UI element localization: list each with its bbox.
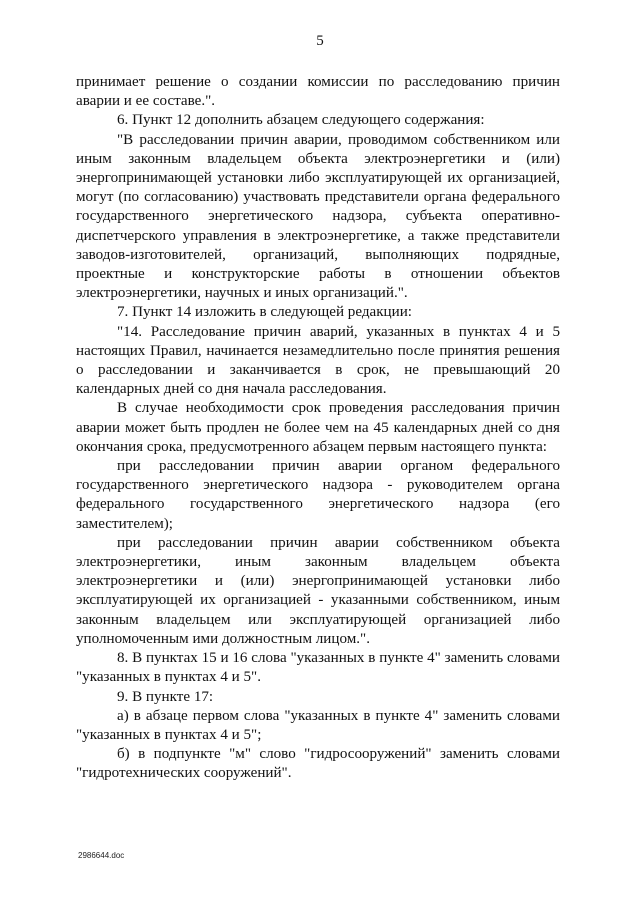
paragraph: "14. Расследование причин аварий, указанных в пунктах 4 и 5 настоящих Правил, начинается незамедлительно после принятия решения о расследовании и заканчивается в срок, не превышающий 20 календарных дней со дня начала расследования.	[76, 323, 560, 398]
paragraph: 8. В пунктах 15 и 16 слова "указанных в пункте 4" заменить словами "указанных в пунктах 4 и 5".	[76, 650, 560, 686]
paragraph: 9. В пункте 17:	[117, 688, 214, 705]
paragraph: 7. Пункт 14 изложить в следующей редакции:	[117, 304, 412, 321]
file-name-footer: 2986644.doc	[78, 851, 125, 860]
paragraph: принимает решение о создании комиссии по расследованию причин аварии и ее составе.".	[76, 74, 560, 110]
paragraph: б) в подпункте "м" слово "гидросооружений" заменить словами "гидротехнических сооружений".	[76, 746, 560, 782]
paragraph: при расследовании причин аварии органом федерального государственного энергетического надзора - руководителем органа федерального государственного энергетического надзора (его заместителем);	[76, 458, 560, 532]
paragraph: В случае необходимости срок проведения расследования причин аварии может быть продлен не более чем на 45 календарных дней со дня окончания срока, предусмотренного абзацем первым настоящего пункта:	[76, 400, 560, 455]
paragraph: 6. Пункт 12 дополнить абзацем следующего содержания:	[117, 112, 485, 129]
document-body	[76, 73, 560, 784]
paragraph: "В расследовании причин аварии, проводимом собственником или иным законным владельцем объекта электроэнергетики и (или) энергопринимающей установки либо эксплуатирующей их организацией, могут (по согласованию) участвовать представители органа федерального государственного энергетического надзора, субъекта оперативно-диспетчерского управления в электроэнергетике, а также представители заводов-изготовителей, организаций, выполняющих подрядные, проектные и конструкторские работы в отношении объектов электроэнергетики, научных и иных организаций.".	[76, 131, 560, 302]
paragraph: а) в абзаце первом слова "указанных в пункте 4" заменить словами "указанных в пунктах 4 и 5";	[76, 707, 560, 743]
page-number: 5	[316, 33, 324, 49]
paragraph: при расследовании причин аварии собственником объекта электроэнергетики, иным законным владельцем объекта электроэнергетики и (или) энергопринимающей установки либо эксплуатирующей их организацией - указанными собственником, иным законным владельцем или эксплуатирующей организацией либо уполномоченным ими должностным лицом.".	[76, 534, 560, 647]
